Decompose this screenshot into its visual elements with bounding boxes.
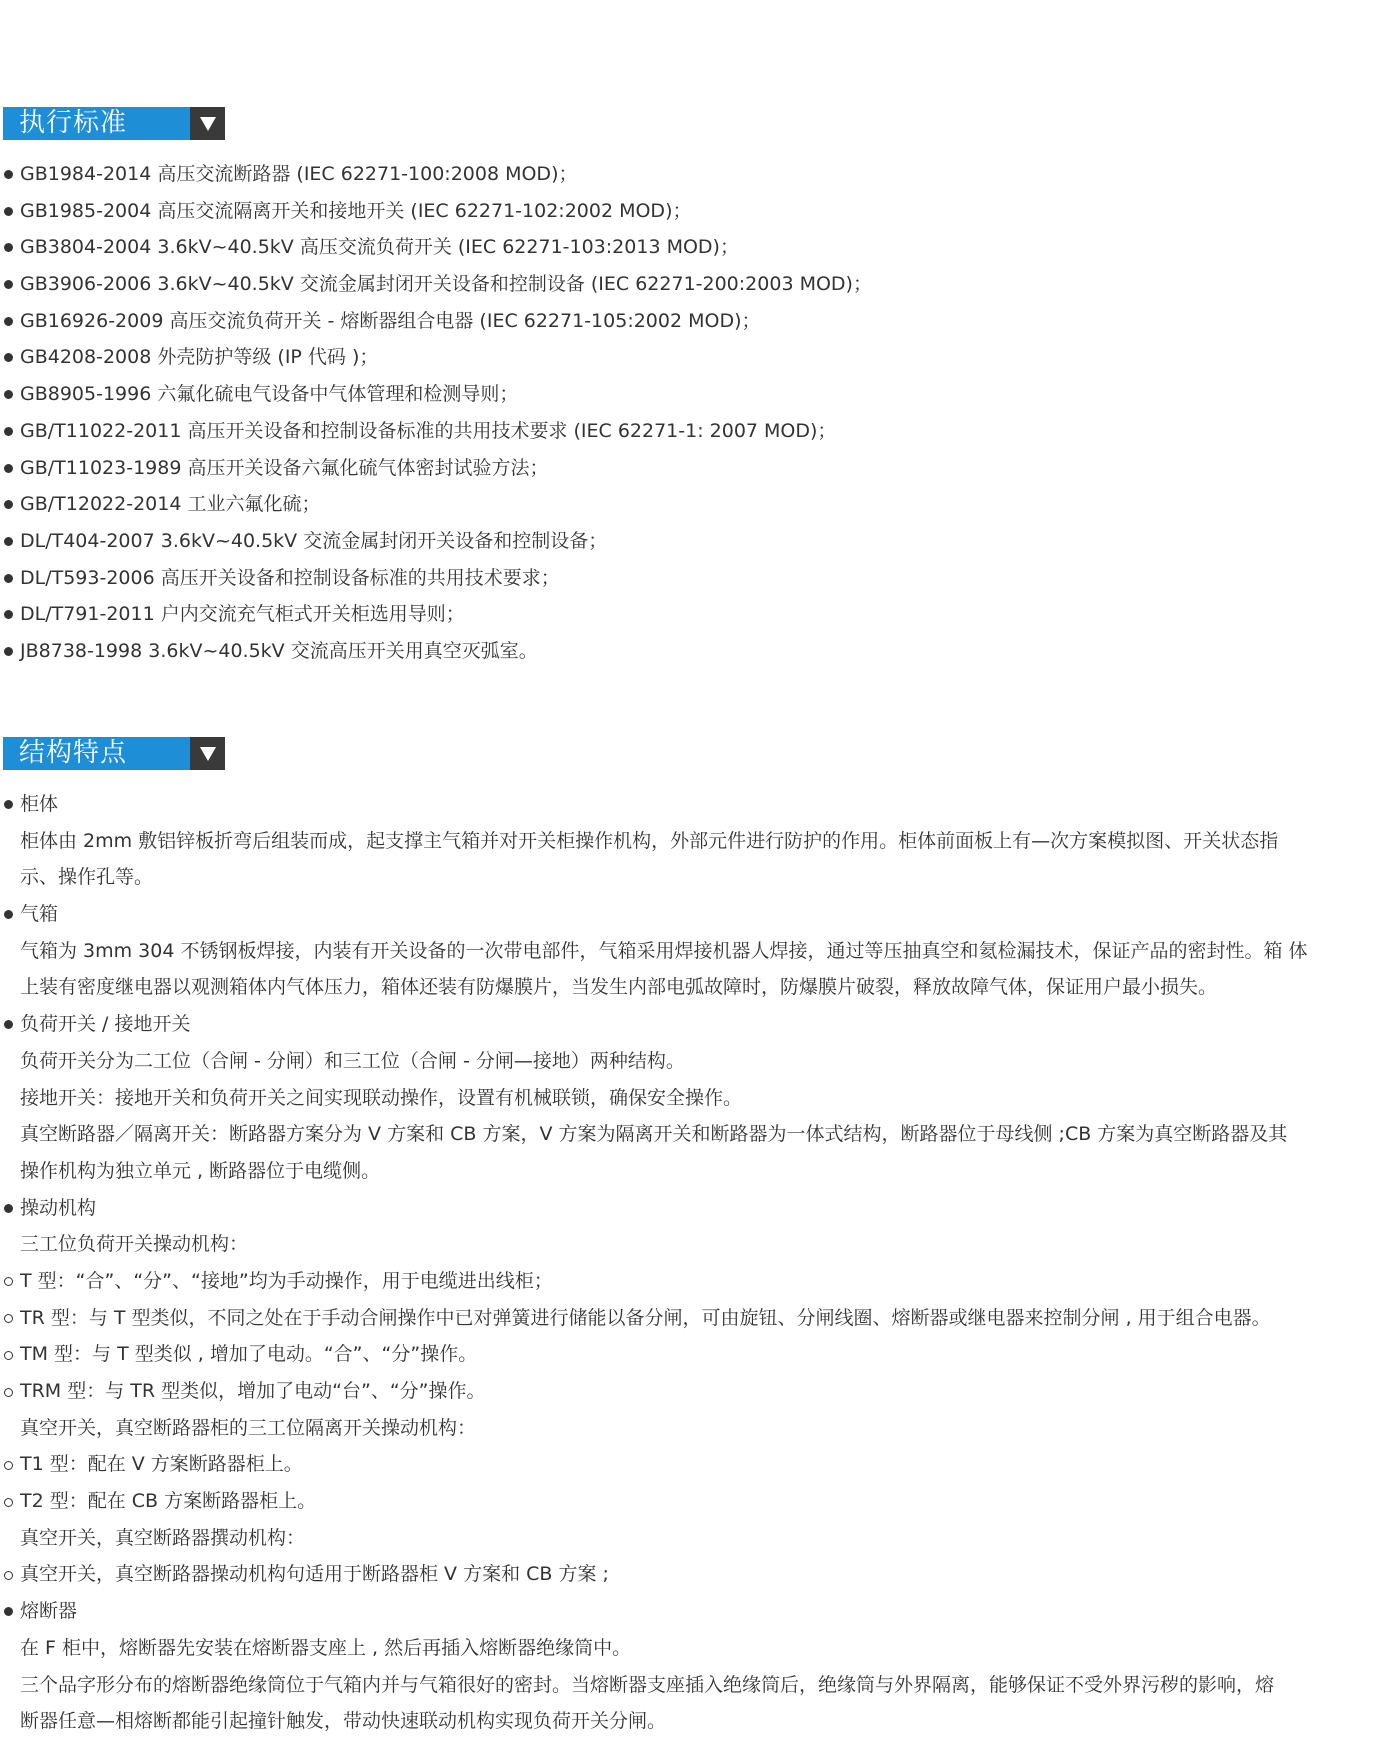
bullet-icon	[4, 464, 13, 473]
standard-text: GB1985-2004 高压交流隔离开关和接地开关 (IEC 62271-102:2002 MOD)；	[20, 199, 692, 222]
feature-text: 上装有密度继电器以观测箱体内气体压力，箱体还装有防爆膜片，当发生内部电弧故障时，防爆膜片破裂，释放故障气体，保证用户最小损失。	[20, 976, 1218, 999]
feature-text: 柜体	[20, 793, 59, 815]
feature-text: TRM 型：与 TR 型类似，增加了电动“台”、“分”操作。	[20, 1380, 486, 1402]
bullet-icon	[4, 427, 13, 436]
list-item	[0, 193, 1400, 230]
paragraph-line	[0, 1043, 1400, 1080]
standard-text: JB8738-1998 3.6kV~40.5kV 交流高压开关用真空灭弧室。	[20, 639, 538, 662]
list-item	[0, 1006, 1400, 1043]
list-item	[0, 413, 1400, 450]
bullet-icon	[4, 1020, 13, 1029]
feature-text: 真空开关，真空断路器操动机构句适用于断路器柜 V 方案和 CB 方案 ;	[20, 1563, 609, 1586]
collapse-toggle[interactable]	[190, 737, 225, 770]
standard-text: GB/T12022-2014 工业六氟化硫；	[20, 493, 321, 516]
standard-text: GB1984-2014 高压交流断路器 (IEC 62271-100:2008 MOD)；	[20, 163, 578, 185]
list-item	[0, 376, 1400, 413]
standard-text: GB3906-2006 3.6kV~40.5kV 交流金属封闭开关设备和控制设备 (IEC 62271-200:2003 MOD)；	[20, 273, 872, 296]
feature-text: 负荷开关 / 接地开关	[20, 1013, 191, 1036]
bullet-icon	[4, 280, 13, 289]
bullet-icon	[4, 317, 13, 326]
list-item	[0, 229, 1400, 266]
list-item	[0, 1593, 1400, 1630]
feature-text: T2 型：配在 CB 方案断路器柜上。	[20, 1490, 317, 1513]
list-item	[0, 1336, 1400, 1373]
list-item	[0, 486, 1400, 523]
standard-text: GB/T11022-2011 高压开关设备和控制设备标准的共用技术要求 (IEC 62271-1: 2007 MOD)；	[20, 419, 837, 442]
feature-text: 示、操作孔等。	[20, 866, 154, 889]
paragraph-line	[0, 1520, 1400, 1557]
bullet-icon	[4, 500, 13, 509]
bullet-icon	[4, 800, 13, 809]
section-header-features[interactable]	[3, 737, 225, 770]
feature-text: 真空断路器／隔离开关：断路器方案分为 V 方案和 CB 方案，V 方案为隔离开关和断路器为一体式结构，断路器位于母线侧 ;CB 方案为真空断路器及其	[20, 1123, 1288, 1146]
list-item	[0, 1263, 1400, 1300]
triangle-down-icon	[200, 747, 216, 761]
feature-text: 气箱	[20, 903, 59, 926]
list-item	[0, 1300, 1400, 1337]
paragraph-line	[0, 1630, 1400, 1667]
standards-list	[0, 156, 1400, 670]
feature-text: 在 F 柜中，熔断器先安装在熔断器支座上 , 然后再插入熔断器绝缘筒中。	[20, 1636, 632, 1659]
feature-text: 三工位负荷开关操动机构：	[20, 1233, 249, 1256]
list-item	[0, 596, 1400, 633]
list-item	[0, 303, 1400, 340]
bullet-icon	[4, 1204, 13, 1213]
hollow-bullet-icon	[4, 1571, 13, 1580]
hollow-bullet-icon	[4, 1498, 13, 1507]
standard-text: GB3804-2004 3.6kV~40.5kV 高压交流负荷开关 (IEC 62271-103:2013 MOD)；	[20, 236, 739, 259]
bullet-icon	[4, 243, 13, 252]
list-item	[0, 1556, 1400, 1593]
standard-text: DL/T593-2006 高压开关设备和控制设备标准的共用技术要求；	[20, 566, 560, 589]
feature-text: 真空开关，真空断路器柜的三工位隔离开关操动机构：	[20, 1416, 477, 1439]
section-title: 结构特点	[3, 737, 190, 770]
bullet-icon	[4, 1607, 13, 1616]
paragraph-line	[0, 1153, 1400, 1190]
bullet-icon	[4, 207, 13, 216]
standard-text: DL/T404-2007 3.6kV~40.5kV 交流金属封闭开关设备和控制设备；	[20, 529, 608, 552]
hollow-bullet-icon	[4, 1277, 13, 1286]
feature-text: TR 型：与 T 型类似，不同之处在于手动合闸操作中已对弹簧进行储能以备分闸，可由旋钮、分闸线圈、熔断器或继电器来控制分闸 , 用于组合电器。	[20, 1306, 1271, 1329]
bullet-icon	[4, 910, 13, 919]
paragraph-line	[0, 1226, 1400, 1263]
feature-text: 柜体由 2mm 敷铝锌板折弯后组装而成，起支撑主气箱并对开关柜操作机构，外部元件进行防护的作用。柜体前面板上有—次方案模拟图、开关状态指	[20, 829, 1279, 852]
feature-text: TM 型：与 T 型类似 , 增加了电动。“合”、“分”操作。	[20, 1343, 478, 1366]
bullet-icon	[4, 390, 13, 399]
bullet-icon	[4, 610, 13, 619]
standard-text: DL/T791-2011 户内交流充气柜式开关柜选用导则；	[20, 603, 465, 626]
feature-text: 真空开关，真空断路器撰动机构：	[20, 1526, 306, 1549]
feature-text: 气箱为 3mm 304 不锈钢板焊接，内装有开关设备的一次带电部件，气箱采用焊接机器人焊接，通过等压抽真空和氦检漏技术，保证产品的密封性。箱 体	[20, 939, 1308, 962]
feature-text: T 型：“合”、“分”、“接地”均为手动操作，用于电缆进出线柜；	[20, 1269, 553, 1292]
paragraph-line	[0, 823, 1400, 860]
list-item	[0, 523, 1400, 560]
paragraph-line	[0, 1116, 1400, 1153]
list-item	[0, 560, 1400, 597]
feature-text: 操动机构	[20, 1196, 97, 1219]
standard-text: GB4208-2008 外壳防护等级 (IP 代码 )；	[20, 346, 379, 369]
feature-text: 熔断器	[20, 1600, 78, 1623]
paragraph-line	[0, 1667, 1400, 1704]
list-item	[0, 266, 1400, 303]
section-title: 执行标准	[3, 107, 190, 140]
standard-text: GB16926-2009 高压交流负荷开关 - 熔断器组合电器 (IEC 62271-105:2002 MOD)；	[20, 309, 761, 332]
list-item	[0, 156, 1400, 193]
list-item	[0, 1483, 1400, 1520]
list-item	[0, 786, 1400, 823]
section-header-standards[interactable]	[3, 107, 225, 140]
features-list	[0, 786, 1400, 1740]
feature-text: 负荷开关分为二工位（合闸 - 分闸）和三工位（合闸 - 分闸—接地）两种结构。	[20, 1049, 685, 1072]
collapse-toggle[interactable]	[190, 107, 225, 140]
hollow-bullet-icon	[4, 1351, 13, 1360]
paragraph-line	[0, 1080, 1400, 1117]
paragraph-line	[0, 1410, 1400, 1447]
feature-text: 接地开关：接地开关和负荷开关之间实现联动操作，设置有机械联锁，确保安全操作。	[20, 1086, 743, 1109]
feature-text: 断器任意—相熔断都能引起撞针触发，带动快速联动机构实现负荷开关分闸。	[20, 1710, 667, 1733]
standard-text: GB8905-1996 六氟化硫电气设备中气体管理和检测导则；	[20, 383, 519, 406]
hollow-bullet-icon	[4, 1461, 13, 1470]
bullet-icon	[4, 537, 13, 546]
list-item	[0, 450, 1400, 487]
bullet-icon	[4, 353, 13, 362]
triangle-down-icon	[200, 117, 216, 131]
feature-text: T1 型：配在 V 方案断路器柜上。	[20, 1453, 303, 1476]
bullet-icon	[4, 574, 13, 583]
paragraph-line	[0, 933, 1400, 970]
bullet-icon	[4, 647, 13, 656]
hollow-bullet-icon	[4, 1388, 13, 1397]
list-item	[0, 1446, 1400, 1483]
feature-text: 操作机构为独立单元 , 断路器位于电缆侧。	[20, 1159, 381, 1182]
list-item	[0, 633, 1400, 670]
standard-text: GB/T11023-1989 高压开关设备六氟化硫气体密封试验方法；	[20, 456, 549, 479]
list-item	[0, 1190, 1400, 1227]
list-item	[0, 1373, 1400, 1410]
feature-text: 三个品字形分布的熔断器绝缘筒位于气箱内并与气箱很好的密封。当熔断器支座插入绝缘筒后，绝缘筒与外界隔离，能够保证不受外界污秽的影响，熔	[20, 1673, 1275, 1696]
paragraph-line	[0, 1703, 1400, 1740]
list-item	[0, 896, 1400, 933]
paragraph-line	[0, 969, 1400, 1006]
bullet-icon	[4, 170, 13, 179]
list-item	[0, 339, 1400, 376]
paragraph-line	[0, 859, 1400, 896]
hollow-bullet-icon	[4, 1314, 13, 1323]
